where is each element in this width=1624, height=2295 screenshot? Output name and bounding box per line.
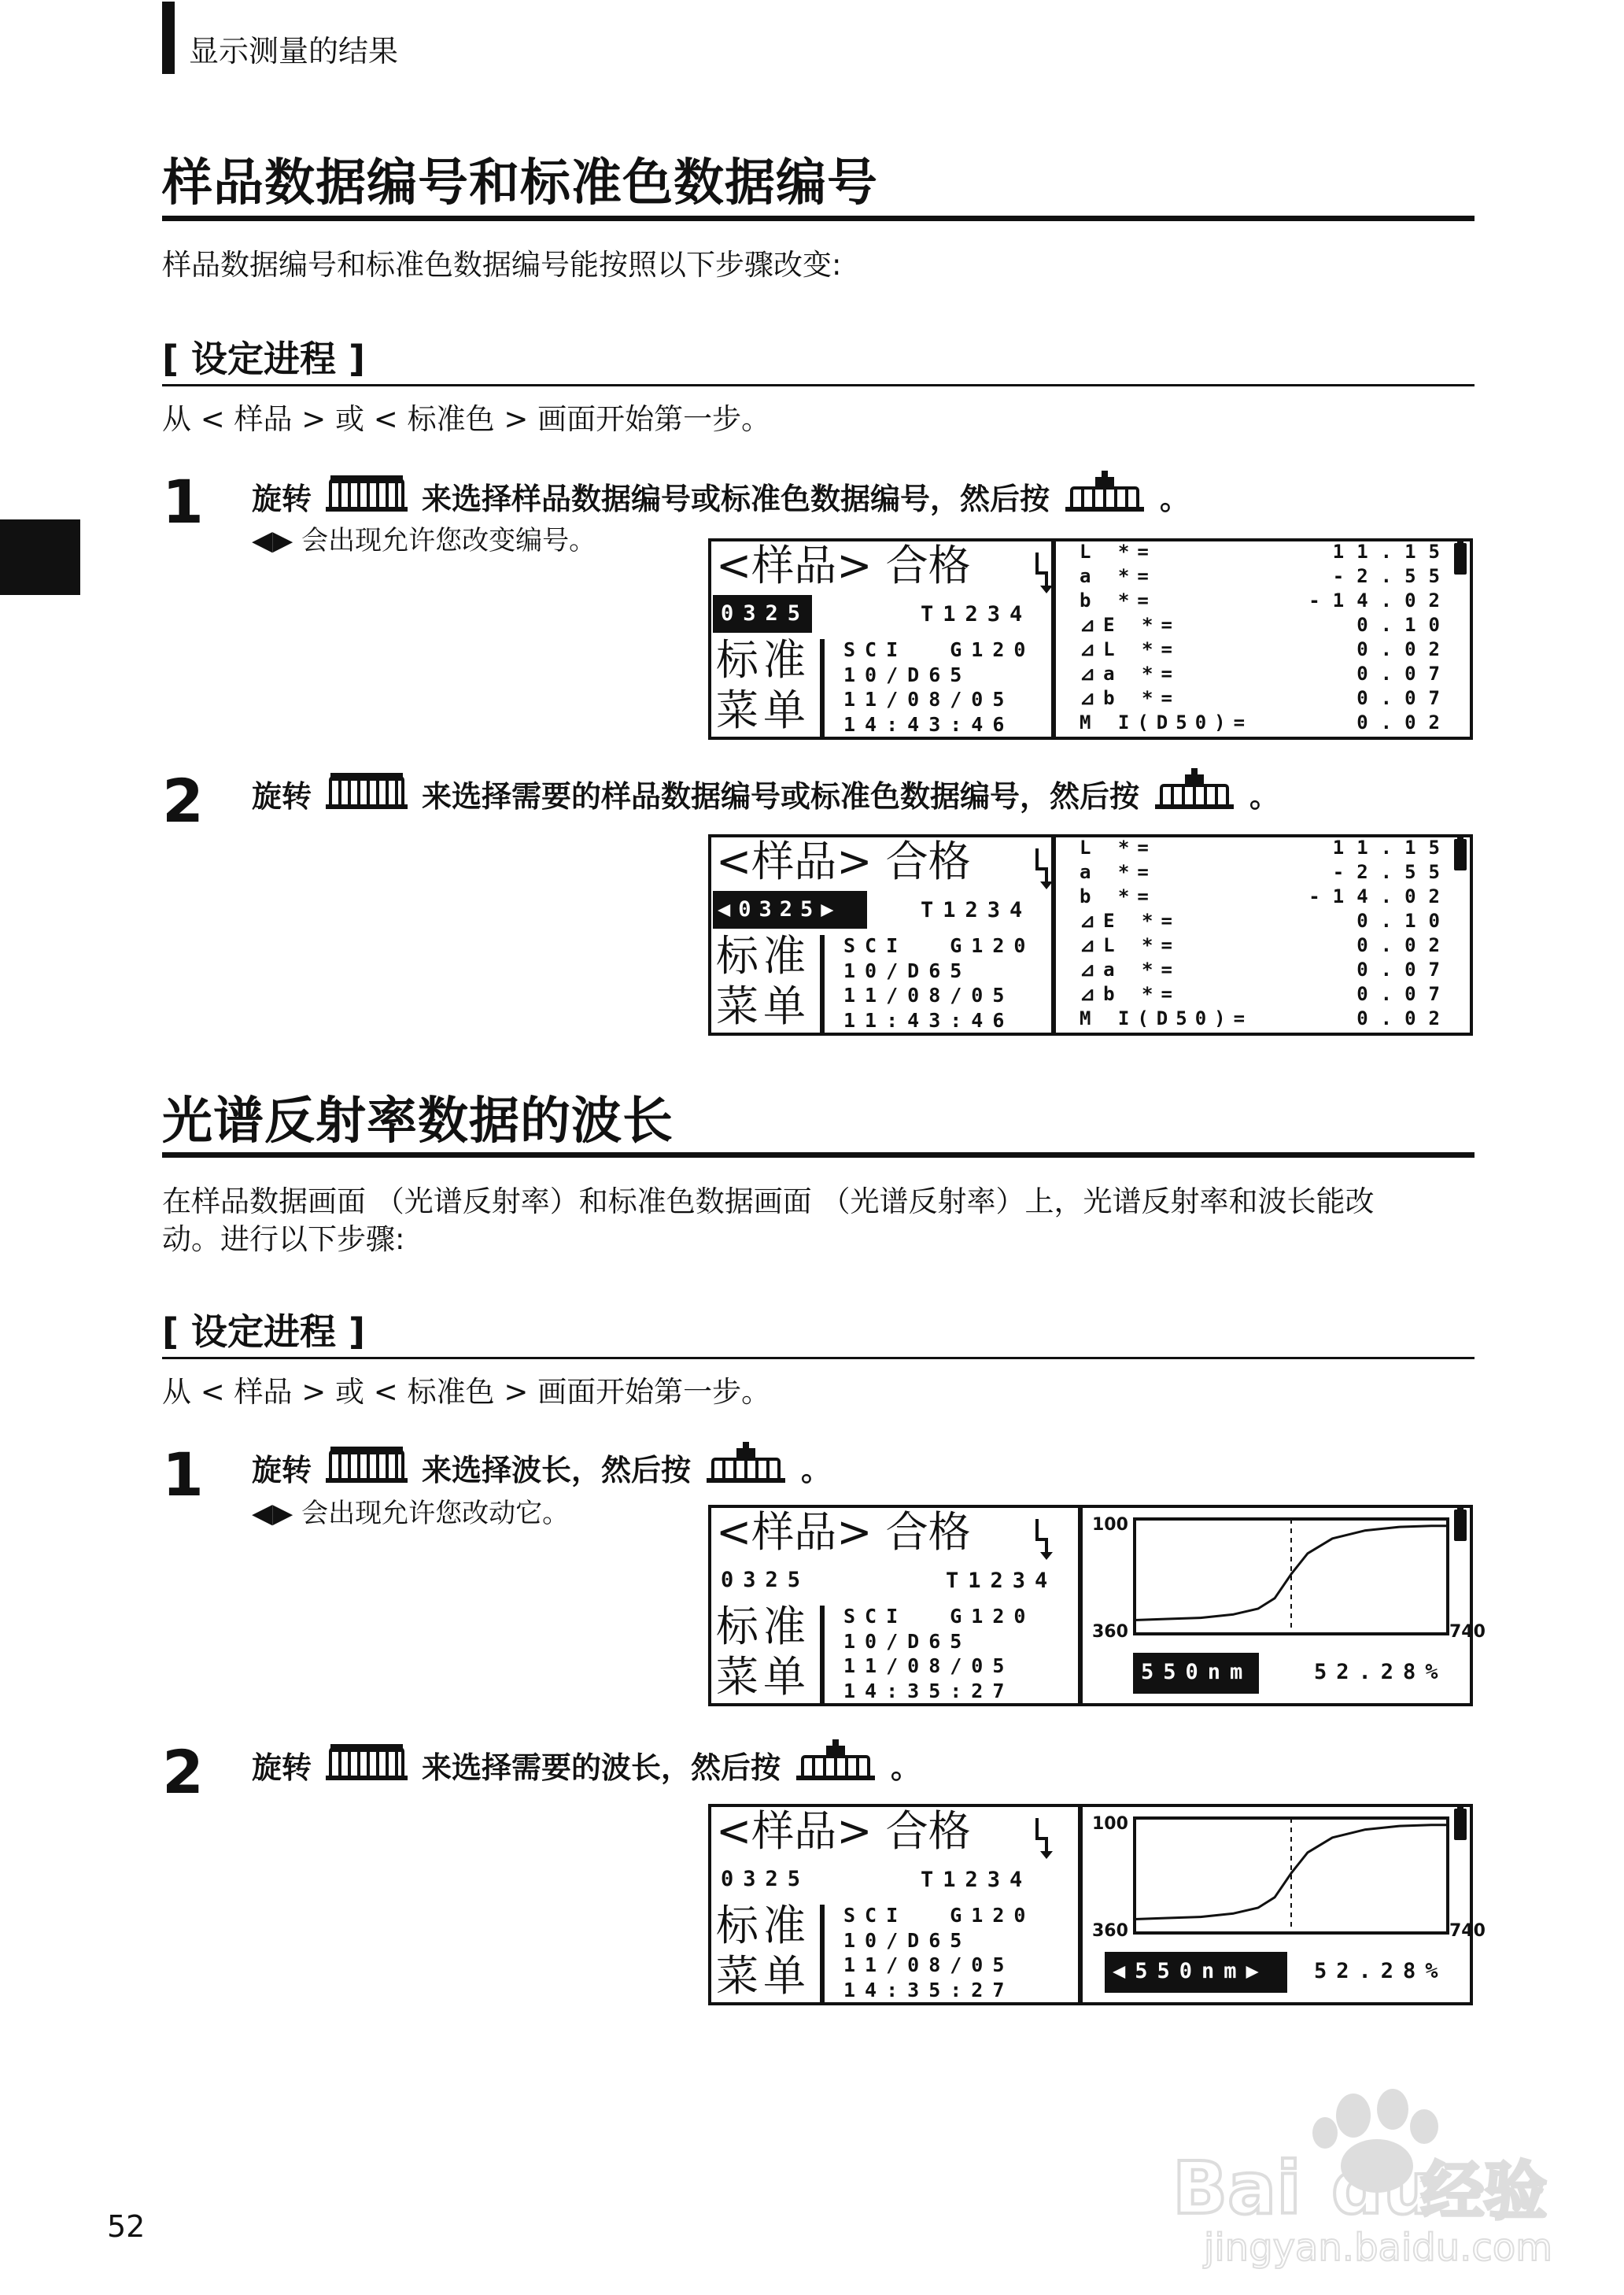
flash-icon	[1031, 1816, 1053, 1859]
y-tick-label: 100	[1092, 1814, 1128, 1834]
flash-icon	[1031, 551, 1053, 593]
s2-step1-pre: 旋转	[252, 1452, 312, 1488]
s1-step2-end: 。	[1249, 778, 1280, 814]
value-row	[1080, 686, 1473, 711]
value-number: 0.02	[1356, 934, 1452, 956]
lcd-menu-label: 菜单	[716, 1951, 810, 2001]
cfg-date: 11/08/05	[843, 1654, 1014, 1677]
value-label: a *=	[1080, 861, 1157, 883]
value-row	[1080, 613, 1473, 638]
cfg-time: 14:35:27	[843, 1978, 1014, 2001]
lcd-title: <样品> 合格	[716, 1806, 971, 1856]
battery-icon	[1454, 1510, 1467, 1541]
value-label: b *=	[1080, 885, 1157, 907]
target-code: T1234	[946, 1569, 1057, 1593]
value-row	[1080, 711, 1473, 735]
s2-step1-instruction	[252, 1442, 831, 1498]
color-values	[1080, 540, 1473, 735]
value-label: L *=	[1080, 541, 1157, 563]
s1-step1-mid: 来选择样品数据编号或标准色数据编号，然后按	[422, 481, 1050, 516]
cfg-date: 11/08/05	[843, 1953, 1014, 1976]
battery-icon	[1454, 1809, 1467, 1840]
cfg-geometry: SCI G120	[843, 934, 1035, 957]
section2-intro-line2: 动。进行以下步骤:	[162, 1222, 405, 1256]
value-row	[1080, 836, 1473, 860]
value-label: ⊿L *=	[1080, 638, 1180, 660]
sample-number-editing: ◀0325▶	[713, 891, 867, 929]
lcd-right-divider	[1051, 837, 1056, 1033]
lcd-standard-label: 标准	[716, 931, 810, 981]
s2-step2-instruction	[252, 1739, 921, 1795]
cfg-date: 11/08/05	[843, 688, 1014, 711]
value-label: ⊿a *=	[1080, 663, 1180, 685]
value-number: -14.02	[1308, 589, 1452, 612]
lcd-menu-label: 菜单	[716, 1652, 810, 1702]
value-label: ⊿E *=	[1080, 614, 1180, 636]
s1-step2-pre: 旋转	[252, 778, 312, 814]
lcd-standard-label: 标准	[716, 1901, 810, 1950]
battery-icon	[1454, 543, 1467, 575]
reflectance-value: 52.28%	[1314, 1660, 1448, 1684]
lcd-config-lines	[843, 933, 1035, 1033]
value-row	[1080, 564, 1473, 589]
value-label: ⊿E *=	[1080, 910, 1180, 932]
value-row	[1080, 1007, 1473, 1031]
lcd-right-divider	[1078, 1508, 1083, 1703]
value-row	[1080, 885, 1473, 909]
lcd-standard-label: 标准	[716, 635, 810, 685]
s1-step1-note: ◀▶ 会出现允许您改变编号。	[252, 525, 596, 556]
section2-title: 光谱反射率数据的波长	[162, 1092, 674, 1151]
s2-step2-number: 2	[162, 1737, 204, 1807]
lcd-divider	[820, 639, 825, 738]
cfg-observer: 10/D65	[843, 959, 972, 982]
x-tick-label: 360	[1092, 1622, 1128, 1642]
target-code: T1234	[921, 898, 1032, 922]
watermark-brand: Bai	[1172, 2146, 1301, 2230]
sample-number: 0325	[721, 1568, 810, 1592]
battery-icon	[1454, 839, 1467, 870]
value-number: 0.02	[1356, 711, 1452, 734]
x-tick-label: 740	[1449, 1622, 1486, 1642]
paw-logo-icon	[1157, 2078, 1552, 2270]
lcd-config-lines	[843, 1604, 1035, 1703]
value-number: 11.15	[1332, 541, 1452, 563]
s2-step2-mid: 来选择需要的波长，然后按	[422, 1750, 781, 1785]
value-number: 11.15	[1332, 837, 1452, 859]
lcd-screen-1	[708, 538, 1473, 740]
x-tick-label: 360	[1092, 1921, 1128, 1941]
cfg-geometry: SCI G120	[843, 1904, 1035, 1927]
lcd-screen-4	[708, 1804, 1486, 2005]
cfg-observer: 10/D65	[843, 1928, 972, 1952]
flash-icon	[1031, 1517, 1053, 1560]
value-number: 0.07	[1356, 663, 1452, 685]
running-title: 显示测量的结果	[189, 34, 399, 68]
press-button-icon	[1064, 471, 1146, 527]
value-row	[1080, 589, 1473, 613]
lcd-right-divider	[1051, 541, 1056, 737]
section1-intro: 样品数据编号和标准色数据编号能按照以下步骤改变:	[162, 248, 842, 282]
s1-step1-pre: 旋转	[252, 481, 312, 516]
value-label: ⊿L *=	[1080, 934, 1180, 956]
s1-step1-number: 1	[162, 467, 204, 537]
value-number: -2.55	[1332, 861, 1452, 883]
watermark-brand2: du	[1331, 2146, 1435, 2230]
value-number: -14.02	[1308, 885, 1452, 907]
target-code: T1234	[921, 602, 1032, 626]
lcd-right-divider	[1078, 1807, 1083, 2002]
s1-step2-mid: 来选择需要的样品数据编号或标准色数据编号，然后按	[422, 778, 1140, 814]
wavelength-selector-editing: ◀550nm▶	[1105, 1952, 1287, 1993]
value-row	[1080, 982, 1473, 1007]
s1-step1-end: 。	[1160, 481, 1190, 516]
value-number: 0.10	[1356, 910, 1452, 932]
value-number: 0.02	[1356, 1007, 1452, 1029]
cfg-time: 14:35:27	[843, 1679, 1014, 1702]
value-number: -2.55	[1332, 565, 1452, 587]
rotary-dial-icon	[326, 1442, 408, 1498]
header-bar	[162, 2, 175, 74]
lcd-title: <样品> 合格	[716, 837, 971, 886]
x-tick-label: 740	[1449, 1921, 1486, 1941]
section1-proc-title: [ 设定进程 ]	[162, 338, 366, 380]
s1-step2-instruction	[252, 768, 1279, 824]
value-label: L *=	[1080, 837, 1157, 859]
value-label: ⊿b *=	[1080, 983, 1180, 1005]
s1-step2-number: 2	[162, 766, 204, 836]
section2-intro-line1: 在样品数据画面 （光谱反射率）和标准色数据画面 （光谱反射率）上，光谱反射率和波长能改	[162, 1184, 1375, 1218]
lcd-divider	[820, 1606, 825, 1705]
watermark-product: 经验	[1421, 2155, 1547, 2228]
value-row	[1080, 933, 1473, 958]
s2-step1-end: 。	[801, 1452, 832, 1488]
lcd-screen-3	[708, 1505, 1486, 1706]
press-button-icon	[705, 1442, 787, 1498]
section1-proc-rule	[162, 384, 1475, 386]
value-number: 0.02	[1356, 638, 1452, 660]
press-button-icon	[1153, 768, 1235, 824]
value-label: b *=	[1080, 589, 1157, 612]
sample-number: 0325	[713, 595, 812, 633]
cfg-observer: 10/D65	[843, 1629, 972, 1653]
value-row	[1080, 958, 1473, 982]
value-label: M I(D50)=	[1080, 711, 1253, 734]
spectral-chart	[1084, 1807, 1486, 1949]
lcd-screen-2	[708, 834, 1473, 1036]
section2-rule	[162, 1152, 1475, 1158]
value-row	[1080, 909, 1473, 933]
press-button-icon	[795, 1739, 877, 1795]
baidu-jingyan-watermark	[1157, 2078, 1552, 2270]
section2-proc-rule	[162, 1357, 1475, 1359]
chapter-tab	[0, 519, 80, 595]
value-row	[1080, 860, 1473, 885]
cfg-time: 11:43:46	[843, 1008, 1014, 1032]
cfg-observer: 10/D65	[843, 663, 972, 686]
spectral-chart	[1084, 1508, 1486, 1650]
cfg-date: 11/08/05	[843, 984, 1014, 1007]
value-row	[1080, 540, 1473, 564]
page-number: 52	[107, 2209, 146, 2244]
lcd-title: <样品> 合格	[716, 1507, 971, 1557]
s2-step1-mid: 来选择波长，然后按	[422, 1452, 692, 1488]
lcd-menu-label: 菜单	[716, 981, 810, 1031]
value-number: 0.07	[1356, 959, 1452, 981]
s2-step1-note: ◀▶ 会出现允许您改动它。	[252, 1498, 570, 1529]
lcd-config-lines	[843, 638, 1035, 737]
value-label: ⊿a *=	[1080, 959, 1180, 981]
value-row	[1080, 638, 1473, 662]
cfg-geometry: SCI G120	[843, 1605, 1035, 1628]
rotary-dial-icon	[326, 471, 408, 527]
section1-proc-start: 从 < 样品 > 或 < 标准色 > 画面开始第一步。	[162, 402, 771, 436]
s1-step1-instruction	[252, 471, 1190, 527]
lcd-menu-label: 菜单	[716, 686, 810, 735]
rotary-dial-icon	[326, 768, 408, 824]
s2-step1-number: 1	[162, 1439, 204, 1510]
lcd-title: <样品> 合格	[716, 541, 971, 590]
value-number: 0.07	[1356, 687, 1452, 709]
sample-number: 0325	[721, 1867, 810, 1891]
section2-proc-start: 从 < 样品 > 或 < 标准色 > 画面开始第一步。	[162, 1375, 771, 1409]
value-row	[1080, 662, 1473, 686]
section1-rule	[162, 216, 1475, 221]
reflectance-value: 52.28%	[1314, 1959, 1448, 1983]
value-label: ⊿b *=	[1080, 687, 1180, 709]
s2-step2-end: 。	[891, 1750, 921, 1785]
value-number: 0.07	[1356, 983, 1452, 1005]
wavelength-selector: 550nm	[1133, 1653, 1259, 1694]
value-number: 0.10	[1356, 614, 1452, 636]
color-values	[1080, 836, 1473, 1031]
s2-step2-pre: 旋转	[252, 1750, 312, 1785]
cfg-geometry: SCI G120	[843, 638, 1035, 661]
section1-title: 样品数据编号和标准色数据编号	[162, 154, 878, 213]
section2-proc-title: [ 设定进程 ]	[162, 1310, 366, 1353]
lcd-divider	[820, 1905, 825, 2004]
target-code: T1234	[921, 1868, 1032, 1892]
lcd-divider	[820, 935, 825, 1034]
lcd-standard-label: 标准	[716, 1602, 810, 1651]
watermark-url: jingyan.baidu.com	[1204, 2226, 1552, 2270]
value-label: a *=	[1080, 565, 1157, 587]
flash-icon	[1031, 847, 1053, 889]
y-tick-label: 100	[1092, 1515, 1128, 1535]
lcd-config-lines	[843, 1903, 1035, 2002]
rotary-dial-icon	[326, 1739, 408, 1795]
cfg-time: 14:43:46	[843, 712, 1014, 736]
value-label: M I(D50)=	[1080, 1007, 1253, 1029]
